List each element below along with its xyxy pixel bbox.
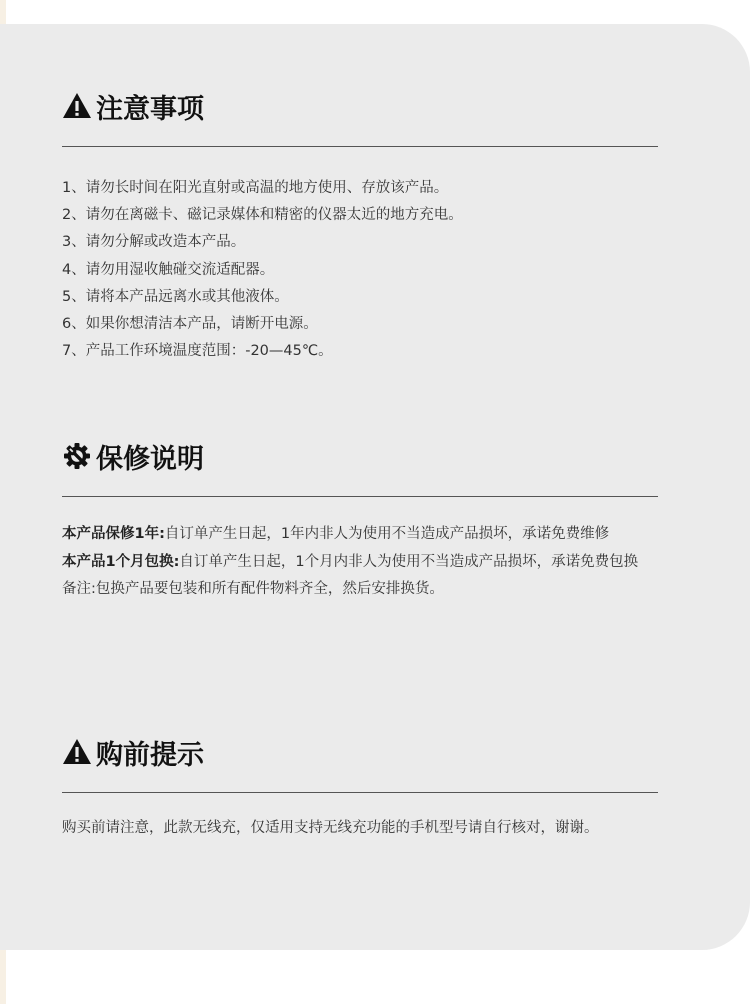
notice-section	[62, 86, 658, 365]
info-card	[0, 24, 750, 950]
notice-item: 3、请勿分解或改造本产品。	[62, 234, 246, 251]
exchange-clause	[62, 549, 662, 577]
notice-item: 5、请将本产品远离水或其他液体。	[62, 288, 289, 305]
notice-heading	[62, 86, 658, 126]
exchange-text: 自订单产生日起，1个月内非人为使用不当造成产品损坏，承诺免费包换	[179, 553, 639, 570]
exchange-label: 本产品1个月包换:	[62, 553, 180, 570]
warranty-note: 备注:包换产品要包装和所有配件物料齐全，然后安排换货。	[62, 581, 444, 597]
notice-item: 7、产品工作环境温度范围：-20—45℃。	[62, 343, 333, 360]
warranty-heading	[62, 436, 658, 476]
prepurchase-title: 购前提示	[96, 739, 204, 771]
warranty-body	[62, 521, 662, 604]
warning-icon	[62, 737, 92, 767]
warranty-title: 保修说明	[96, 443, 204, 475]
warranty-text: 自订单产生日起，1年内非人为使用不当造成产品损坏，承诺免费维修	[164, 526, 610, 542]
notice-item: 6、如果你想清洁本产品，请断开电源。	[62, 315, 318, 332]
notice-item: 4、请勿用湿收触碰交流适配器。	[62, 261, 275, 278]
prepurchase-section	[62, 732, 658, 843]
notice-divider	[62, 146, 658, 147]
notice-list	[62, 175, 658, 365]
warning-icon	[62, 91, 92, 121]
warranty-label: 本产品保修1年:	[62, 526, 165, 542]
prepurchase-text: 购买前请注意，此款无线充，仅适用支持无线充功能的手机型号请自行核对，谢谢。	[62, 820, 599, 836]
notice-title: 注意事项	[96, 93, 204, 125]
notice-item: 2、请勿在离磁卡、磁记录媒体和精密的仪器太近的地方充电。	[62, 207, 463, 224]
warranty-divider	[62, 496, 658, 497]
prepurchase-heading	[62, 732, 658, 772]
warranty-section	[62, 436, 658, 604]
prepurchase-body	[62, 815, 662, 843]
notice-item: 1、请勿长时间在阳光直射或高温的地方使用、存放该产品。	[62, 180, 449, 196]
warranty-clause	[62, 521, 662, 549]
gear-wrench-icon	[62, 441, 92, 471]
prepurchase-divider	[62, 792, 658, 793]
